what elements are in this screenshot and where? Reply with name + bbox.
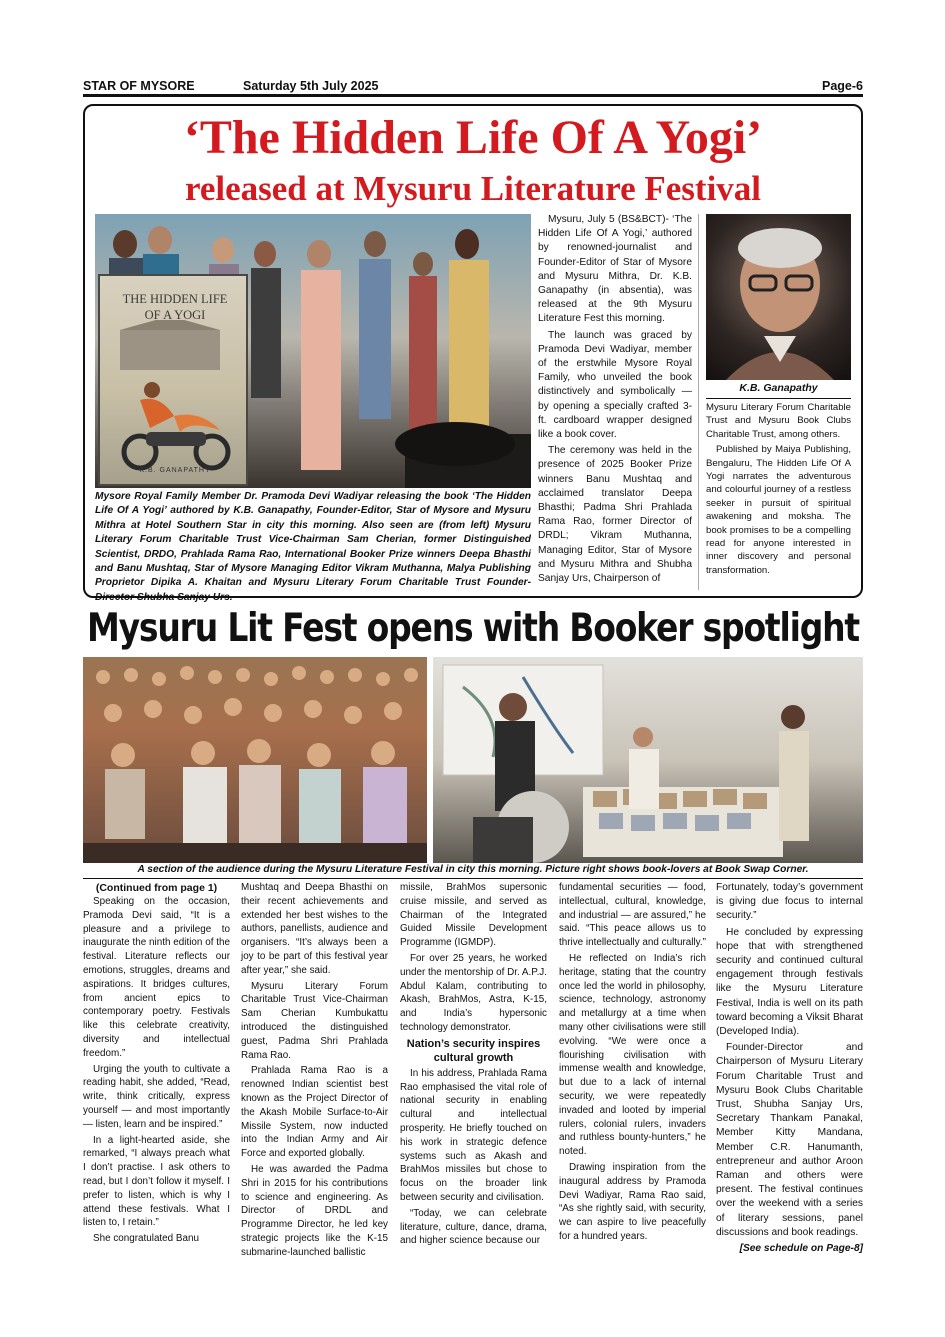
continued-note: (Continued from page 1): [95, 882, 218, 894]
see-schedule-note: [See schedule on Page-8]: [739, 1243, 863, 1255]
story2-headline: Mysuru Lit Fest opens with Booker spotlight: [86, 604, 859, 651]
story2-paragraph: She congratulated Banu: [93, 1233, 199, 1245]
book-cover-prop: [98, 274, 248, 486]
portrait-caption: K.B. Ganapathy: [739, 382, 818, 394]
portrait-figure: [706, 214, 851, 380]
story2-column-3: [400, 881, 547, 1250]
story2-paragraph: In a light-hearted aside, she remarked, “I always preach what I don’t practise. I ask others to read, but I don’t follow it myself. I prefer to listen, which is why I attend these festivals. What I listen to, I retain.”: [83, 1134, 230, 1229]
story1-subheadline: released at Mysuru Literature Festival: [184, 169, 762, 208]
book-swap-photo: [433, 657, 863, 863]
story2-paragraph: Prahlada Rama Rao is a renowned Indian scientist best known as the Project Director of the Akash Mobile Surface-to-Air Missile System, now inducted into the Indian Army and Air Force and exported globally.: [241, 1065, 388, 1160]
book-release-photo: [95, 214, 531, 488]
book-cover-author: K.B. GANAPATHY: [139, 467, 211, 474]
caption-rule: [83, 878, 863, 879]
story1-paragraph: Mysuru Literary Forum Charitable Trust and Mysuru Book Clubs Charitable Trust, among others.: [706, 402, 851, 440]
story2-column-1: [83, 881, 230, 1248]
column-rule: [698, 214, 699, 590]
story2-column-2: [241, 881, 388, 1262]
story2-paragraph: Speaking on the occasion, Pramoda Devi said, “It is a pleasure and a privilege to inaugurate the ninth edition of the festival. Literature reflects our emotions, struggles, dreams and aspirations. It bridges cultures, from ancient epics to contemporary poetry. Festivals like this celebrate creativity, diversity and intellectual freedom.”: [83, 896, 230, 1059]
story2-paragraph: He concluded by expressing hope that with strengthened security and continued cultural engagement through festivals like the Mysuru Literature Festival, India is well on its path toward becoming a Viksit Bharat (Developed India).: [716, 926, 863, 1038]
story2-column-5: [716, 881, 863, 1256]
story1-paragraph: The ceremony was held in the presence of 2025 Booker Prize winners Banu Mushtaq and acclaimed translator Deepa Bhasthi; Padma Shri Prahlada Rama Rao, former Director of DRDL; Vikram Muthanna, Managing Editor, Star of Mysore and Mysuru Mithra and Shubha Sanjay Urs, Chairperson of: [538, 445, 692, 585]
story1-column-2: [706, 401, 851, 579]
kb-ganapathy-portrait: [706, 214, 851, 380]
story2-paragraph: fundamental securities — food, intellectual, cultural, knowledge, and industrial — are assured,” he said. “This peace allows us to thrive intellectually and culturally.”: [559, 882, 706, 949]
header-rule: [83, 94, 863, 97]
story2-paragraph: He reflected on India’s rich heritage, stating that the country once led the world in philosophy, science, technology, astronomy and metallurgy at a time when many other civilisations were still evolving. “We were once a flourishing civilisation with immense wealth and knowledge, but due to a lack of internal security, we were repeatedly invaded and looted by imperial rulers, colonial rulers, invaders and ruthless bounty-hunters,” he noted.: [559, 952, 706, 1158]
story2-paragraph: Mushtaq and Deepa Bhasthi on their recent achievements and extended her best wishes to the authors, panellists, audience and organisers. “It’s always been a joy to be part of this festival year after year,” she said.: [241, 882, 388, 976]
story1-paragraph: The launch was graced by Pramoda Devi Wadiyar, member of the erstwhile Mysore Royal Family, who unveiled the book distinctively and symbolically — by opening a specially crafted 3-ft. cardboard wrapper designed like a book cover.: [538, 329, 692, 441]
story2-paragraph: He was awarded the Padma Shri in 2015 for his contributions to science and engineering. As Director of DRDL and Programme Director, he led key strategic projects like the K-15 submarine-launched ballistic: [241, 1163, 388, 1258]
story1-paragraph: Published by Maiya Publishing, Bengaluru, The Hidden Life Of A Yogi narrates the adventurous and colourful journey of a restless seeker in pursuit of spiritual awakening and moksha. The book promises to be a compelling read for anyone interested in inner discovery and personal transformation.: [706, 444, 851, 576]
story2-paragraph: Urging the youth to cultivate a reading habit, she added, “Read, write, think critically, express yourself — and most importantly — listen, learn and be inspired.”: [83, 1063, 230, 1130]
story2-paragraph: In his address, Prahlada Rama Rao emphasised the vital role of national security in enabling cultural and intellectual prosperity. He briefly touched on his work in strategic defence systems such as Akash and BrahMos missiles but chose to focus on the broader link between security and civilisation.: [400, 1067, 547, 1203]
portrait-caption-rule: [706, 398, 851, 399]
paper-name: STAR OF MYSORE: [83, 79, 195, 93]
book-cover-title: THE HIDDEN LIFE: [122, 292, 228, 306]
audience-photo: [83, 657, 427, 863]
issue-date: Saturday 5th July 2025: [243, 79, 379, 93]
page-header: [83, 76, 863, 96]
book-release-caption: Mysore Royal Family Member Dr. Pramoda Devi Wadiyar releasing the book ‘The Hidden Life Of A Yogi’ authored by K.B. Ganapathy, Founder-Editor, Star of Mysore and Mysuru Mithra at Hotel Southern Star in city this morning. Also seen are (from left) Mysuru Literary Forum Charitable Trust Vice-Chairman Sam Cherian, former Distinguished Scientist, DRDO, Prahlada Rama Rao, International Booker Prize winners Deepa Bhasthi and Banu Mushtaq, Star of Mysore Managing Editor Vikram Muthanna, Malya Publishing Proprietor Dipika A. Khaitan and Mysuru Literary Forum Charitable Trust Founder-Director Shubha Sanjay Urs.: [95, 491, 531, 603]
story2-paragraph: Drawing inspiration from the inaugural address by Pramoda Devi Wadiyar, Rama Rao said, “As she rightly said, with security, we can aspire to live peacefully for a hundred years.: [559, 1161, 706, 1242]
book-cover-title-2: OF A YOGI: [144, 308, 206, 322]
story1-paragraph: Mysuru, July 5 (BS&BCT)- ‘The Hidden Life Of A Yogi,’ authored by renowned-journalist and Founder-Editor of Star of Mysore and Mysuru Mithra, Dr. K.B. Ganapathy (in absentia), was released at the 9th Mysuru Literature Fest this morning.: [538, 214, 692, 325]
page-number: Page-6: [822, 79, 863, 93]
yogi-illustration: [100, 320, 246, 480]
audience-scene: [83, 657, 427, 863]
story2-paragraph: Fortunately, today’s government is giving due focus to internal security.”: [716, 882, 863, 922]
story2-paragraph: “Today, we can celebrate literature, culture, dance, drama, and higher science because our: [400, 1207, 547, 1247]
story2-photo-caption: A section of the audience during the Mysuru Literature Festival in city this morning. Picture right shows book-lovers at Book Swap Corner.: [137, 864, 809, 875]
story2-paragraph: Mysuru Literary Forum Charitable Trust Vice-Chairman Sam Cherian Kumbukattu introduced the distinguished guest, Padma Shri Prahlada Rama Rao.: [241, 980, 388, 1061]
story2-subhead: Nation’s security inspires cultural growth: [406, 1037, 541, 1064]
story2-paragraph: For over 25 years, he worked under the mentorship of Dr. A.P.J. Abdul Kalam, contributing to Akash, BrahMos, Astra, K-15, and India’s hypersonic technology demonstrator.: [400, 952, 547, 1033]
story2-column-4: [559, 881, 706, 1246]
story2-paragraph: missile, BrahMos supersonic cruise missile, and served as Chairman of the Integrated Guided Missile Development Programme (IGMDP).: [400, 882, 547, 949]
story2-paragraph: Founder-Director and Chairperson of Mysuru Literary Forum Charitable Trust and Mysuru Book Clubs Charitable Trust, Shubha Sanjay Urs, Secretary Thankam Panakal, Member Kitty Mandana, Member C.R. Hanumanth, entrepreneur and author Aroon Raman and others were present. The festival continues over the weekend with a series of literary sessions, panel discussions and book readings.: [716, 1042, 863, 1238]
book-swap-scene: [433, 657, 863, 863]
story1-headline: ‘The Hidden Life Of A Yogi’: [183, 111, 763, 164]
story1-column-1: [538, 213, 692, 588]
